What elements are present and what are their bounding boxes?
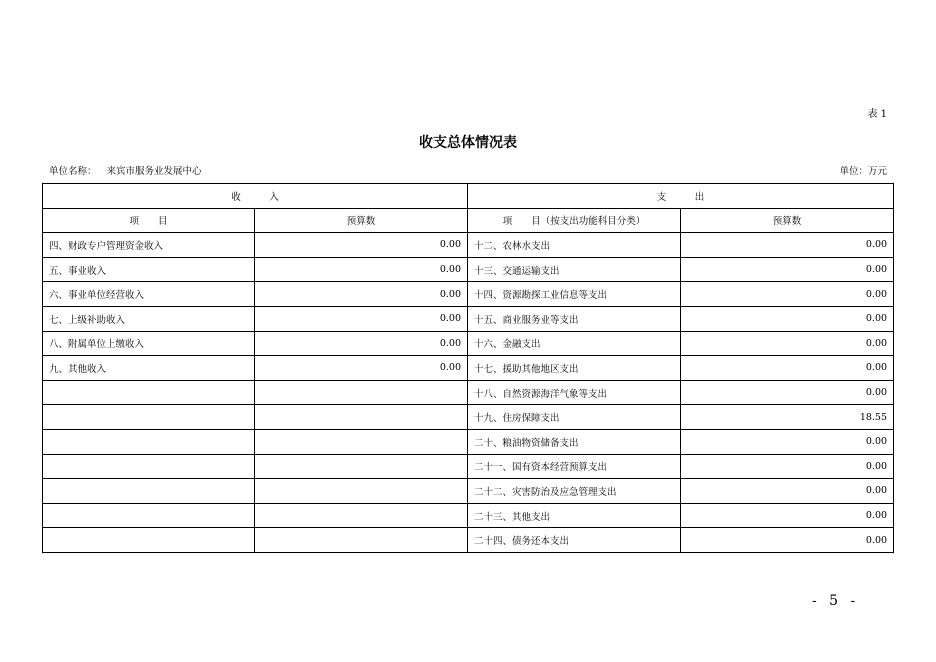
table-row — [43, 233, 894, 258]
income-item-cell — [43, 405, 255, 430]
expense-item-cell: 二十、粮油物资储备支出 — [468, 429, 681, 454]
table-header-group — [43, 184, 894, 209]
expense-item-cell: 十八、自然资源海洋气象等支出 — [468, 380, 681, 405]
income-item-cell — [43, 503, 255, 528]
expense-value-cell: 0.00 — [681, 429, 894, 454]
expense-item-cell: 二十四、债务还本支出 — [468, 528, 681, 553]
table-row — [43, 429, 894, 454]
expense-value-cell: 18.55 — [681, 405, 894, 430]
expense-value-cell: 0.00 — [681, 282, 894, 307]
page-title: 收支总体情况表 — [419, 135, 517, 151]
expense-value-cell: 0.00 — [681, 503, 894, 528]
income-item-cell: 八、附属单位上缴收入 — [43, 331, 255, 356]
expense-item-cell: 二十三、其他支出 — [468, 503, 681, 528]
table-row — [43, 306, 894, 331]
income-item-cell — [43, 380, 255, 405]
income-item-cell — [43, 479, 255, 504]
income-item-cell: 六、事业单位经营收入 — [43, 282, 255, 307]
expense-value-cell: 0.00 — [681, 356, 894, 381]
unit-name-label: 单位名称： — [49, 166, 97, 177]
expense-item-cell: 十三、交通运输支出 — [468, 257, 681, 282]
income-item-cell — [43, 528, 255, 553]
expense-item-header: 项 目（按支出功能科目分类） — [468, 208, 681, 233]
income-value-cell: 0.00 — [255, 306, 468, 331]
expense-value-cell: 0.00 — [681, 380, 894, 405]
income-budget-header: 预算数 — [255, 208, 468, 233]
table-header-columns — [43, 208, 894, 233]
income-value-cell — [255, 503, 468, 528]
income-item-cell: 四、财政专户管理资金收入 — [43, 233, 255, 258]
expense-item-cell: 十五、商业服务业等支出 — [468, 306, 681, 331]
income-value-cell — [255, 405, 468, 430]
income-item-cell — [43, 429, 255, 454]
income-item-header: 项 目 — [43, 208, 255, 233]
income-value-cell — [255, 429, 468, 454]
income-value-cell — [255, 528, 468, 553]
table-row — [43, 356, 894, 381]
expense-value-cell: 0.00 — [681, 528, 894, 553]
expense-value-cell: 0.00 — [681, 306, 894, 331]
table-row — [43, 528, 894, 553]
table-row — [43, 282, 894, 307]
income-value-cell: 0.00 — [255, 356, 468, 381]
income-value-cell: 0.00 — [255, 331, 468, 356]
table-row — [43, 454, 894, 479]
table-row — [43, 380, 894, 405]
table-row — [43, 257, 894, 282]
income-item-cell — [43, 454, 255, 479]
expense-value-cell: 0.00 — [681, 454, 894, 479]
expense-value-cell: 0.00 — [681, 479, 894, 504]
expense-value-cell: 0.00 — [681, 233, 894, 258]
income-value-cell — [255, 380, 468, 405]
expense-item-cell: 十六、金融支出 — [468, 331, 681, 356]
expense-value-cell: 0.00 — [681, 257, 894, 282]
expense-item-cell: 十七、援助其他地区支出 — [468, 356, 681, 381]
expense-value-cell: 0.00 — [681, 331, 894, 356]
expense-budget-header: 预算数 — [681, 208, 894, 233]
unit-of-measure: 单位：万元 — [839, 166, 887, 177]
budget-table — [42, 183, 894, 553]
expense-item-cell: 十九、住房保障支出 — [468, 405, 681, 430]
expense-item-cell: 二十二、灾害防治及应急管理支出 — [468, 479, 681, 504]
table-row — [43, 405, 894, 430]
income-value-cell: 0.00 — [255, 282, 468, 307]
unit-name-line — [49, 163, 202, 177]
table-row — [43, 479, 894, 504]
income-item-cell: 七、上级补助收入 — [43, 306, 255, 331]
page-number: - 5 - — [812, 593, 860, 609]
unit-name: 来宾市服务业发展中心 — [106, 166, 202, 177]
income-value-cell — [255, 479, 468, 504]
table-number: 表 1 — [867, 109, 887, 120]
table-row — [43, 331, 894, 356]
table-row — [43, 503, 894, 528]
expense-item-cell: 二十一、国有资本经营预算支出 — [468, 454, 681, 479]
expense-group-header: 支 出 — [468, 184, 894, 209]
expense-item-cell: 十四、资源勘探工业信息等支出 — [468, 282, 681, 307]
income-item-cell: 九、其他收入 — [43, 356, 255, 381]
income-value-cell: 0.00 — [255, 233, 468, 258]
income-value-cell: 0.00 — [255, 257, 468, 282]
income-group-header: 收 入 — [43, 184, 468, 209]
income-item-cell: 五、事业收入 — [43, 257, 255, 282]
expense-item-cell: 十二、农林水支出 — [468, 233, 681, 258]
income-value-cell — [255, 454, 468, 479]
